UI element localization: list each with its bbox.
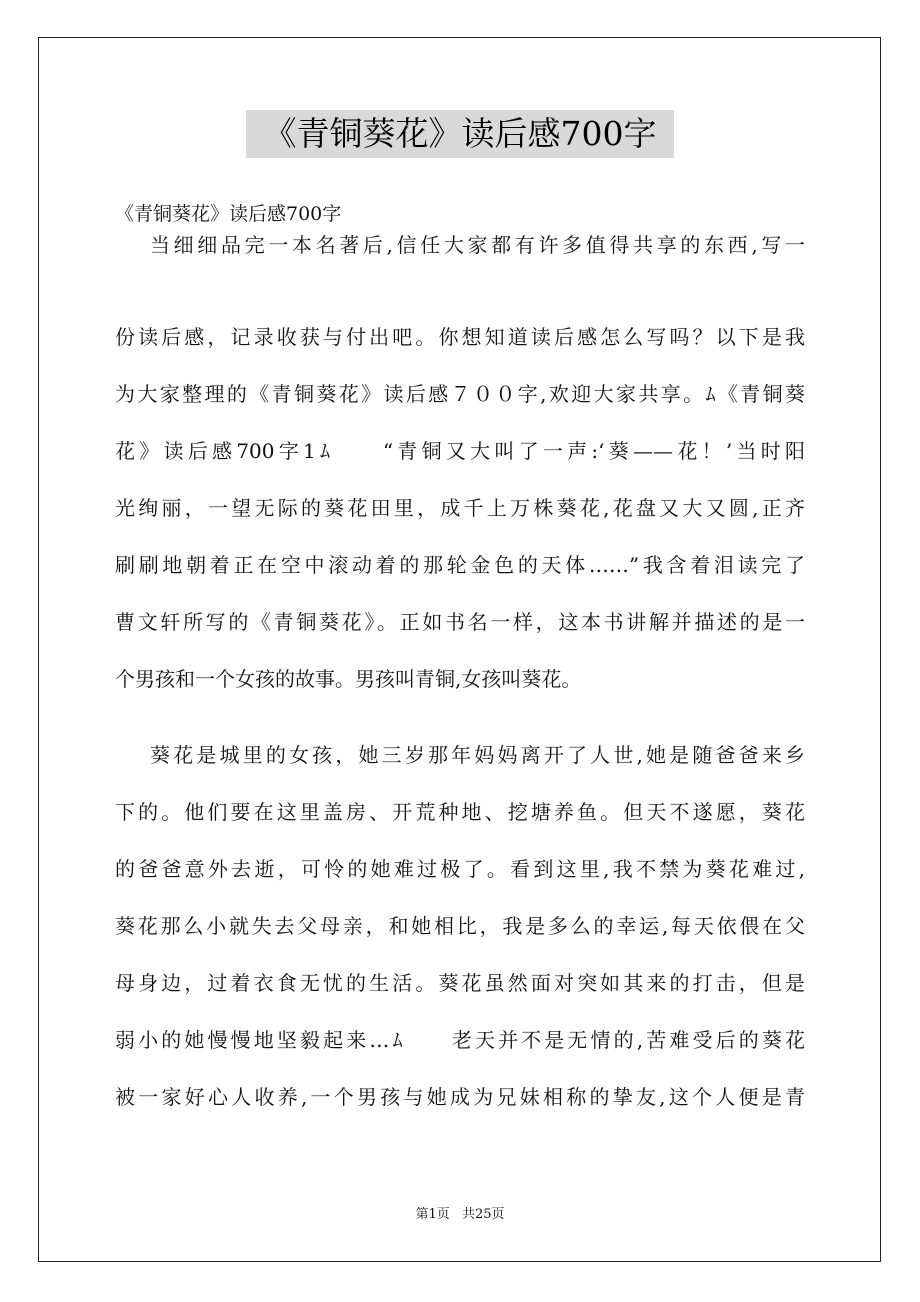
paragraph-line: 光绚丽，一望无际的葵花田里，成千上万株葵花,花盘又大又圆,正齐 xyxy=(115,496,805,520)
paragraph-line: 葵花是城里的女孩，她三岁那年妈妈离开了人世,她是随爸爸来乡 xyxy=(150,743,805,767)
paragraph-line: 当细细品完一本名著后,信任大家都有许多值得共享的东西,写一 xyxy=(150,233,805,257)
page-total: 共25页 xyxy=(461,1207,505,1222)
page-number: 第1页 xyxy=(415,1207,450,1222)
paragraph-line: 弱小的她慢慢地坚毅起来…ﾑ 老天并不是无情的,苦难受后的葵花 xyxy=(115,1028,805,1052)
paragraph-line: 的爸爸意外去逝，可怜的她难过极了。看到这里,我不禁为葵花难过, xyxy=(115,857,805,881)
paragraph-line: 母身边，过着衣食无忧的生活。葵花虽然面对突如其来的打击，但是 xyxy=(115,971,805,995)
paragraph-line: 曹文轩所写的《青铜葵花》。正如书名一样，这本书讲解并描述的是一 xyxy=(115,610,805,634)
paragraph-line: 下的。他们要在这里盖房、开荒种地、挖塘养鱼。但天不遂愿，葵花 xyxy=(115,800,805,824)
paragraph-line: 刷刷地朝着正在空中滚动着的那轮金色的天体……”我含着泪读完了 xyxy=(115,553,805,577)
paragraph-line: 葵花那么小就失去父母亲，和她相比，我是多么的幸运,每天依偎在父 xyxy=(115,914,805,938)
paragraph-line: 被一家好心人收养,一个男孩与她成为兄妹相称的挚友,这个人便是青 xyxy=(115,1085,805,1109)
document-subtitle: 《青铜葵花》读后感700字 xyxy=(115,203,342,225)
paragraph-line: 份读后感，记录收获与付出吧。你想知道读后感怎么写吗？以下是我 xyxy=(115,325,805,349)
page-footer xyxy=(0,1206,920,1224)
paragraph-line: 个男孩和一个女孩的故事。男孩叫青铜,女孩叫葵花。 xyxy=(115,667,582,691)
paragraph-line: 为大家整理的《青铜葵花》读后感７００字,欢迎大家共享。ﾑ《青铜葵 xyxy=(115,382,805,406)
document-title: 《青铜葵花》读后感700字 xyxy=(246,110,674,158)
paragraph-line: 花》读后感700字1ﾑ “青铜又大叫了一声:‘葵——花！’当时阳 xyxy=(115,439,805,463)
